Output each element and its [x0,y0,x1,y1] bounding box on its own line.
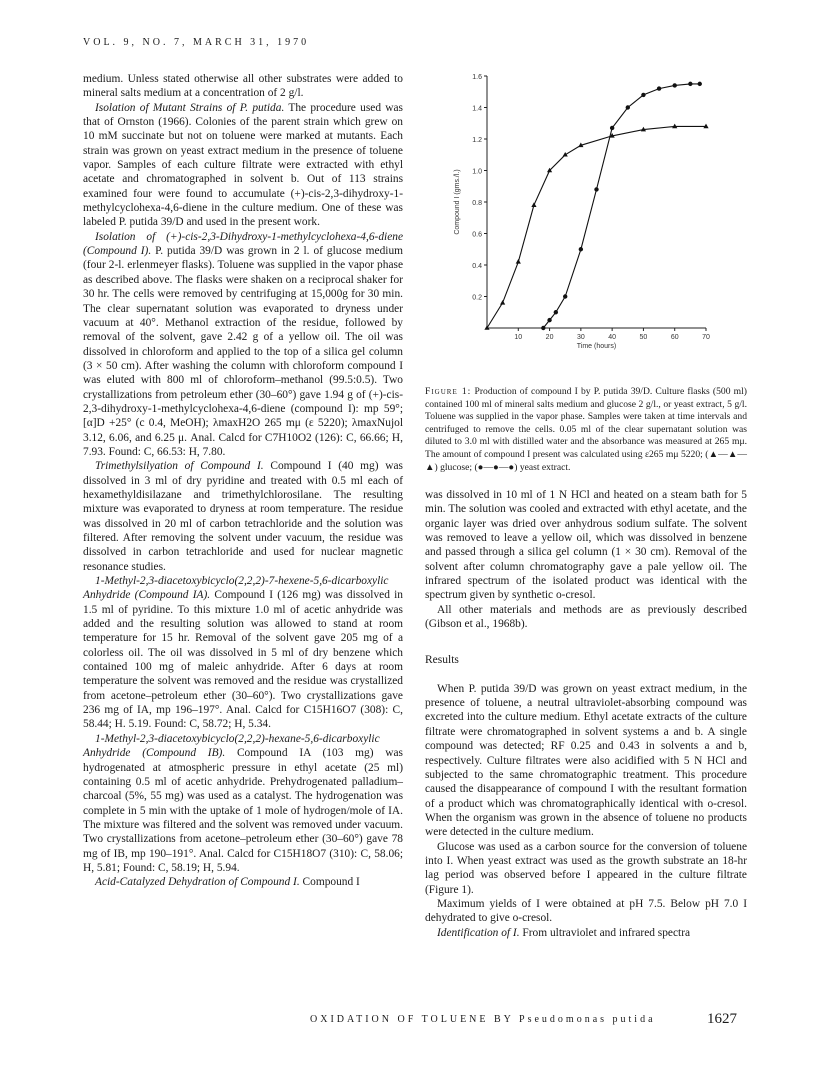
paragraph-text: From ultraviolet and infrared spectra [519,926,691,939]
x-axis-label: Time (hours) [576,343,617,350]
paragraph [425,897,747,926]
data-point-glucose [516,259,521,264]
paragraph-lead: 1-Methyl-2,3-diacetoxybicyclo(2,2,2)-7-hexene-5,6-dicarboxylic Anhydride (Compound IA). [83,575,389,602]
data-point-yeast-extract [626,105,630,109]
y-tick-label: 1.4 [472,105,482,113]
figure-1-chart [425,70,747,380]
data-point-yeast-extract [579,247,583,251]
paragraph-lead: Acid-Catalyzed Dehydration of Compound I. [95,876,300,889]
data-point-yeast-extract [673,83,677,87]
left-column [83,72,403,890]
paragraph [83,574,403,732]
paragraph [425,926,747,940]
x-tick-label: 20 [545,334,554,341]
paragraph [83,72,403,101]
paragraph-text: P. putida 39/D was grown in 2 l. of glucose medium (four 2-l. erlenmeyer flasks). Toluene was supplied in the vapor phase as described above. The flasks were shaken on a reciprocal shaker for 30 hr. The cells were removed by centrifuging at 15,000g for 30 min. The clear supernatant solution was evaporated to dryness under vacuum at 40°. Methanol extraction of the residue, followed by removal of the solvent, gave 2.42 g of a yellow oil. The oil was dissolved in chloroform and applied to the top of a silica gel column (3 × 50 cm). After washing the column with chloroform compound I was eluted with 800 ml of chloroform–methanol (99.5:0.5). Two crystallizations from petroleum ether (30–60°) gave 1.94 g of (+)-cis-2,3-dihydroxy-1-methylcyclohexa-4,6-diene (compound I): mp 59°; [α]D +25° (c 0.4, MeOH); λmaxH2O 265 mμ (ε 5220); λmaxNujol 3.12, 6.06, and 6.25 μ. Anal. Calcd for C7H10O2 (126): C, 66.66; H, 7.93. Found: C, 66.53: H, 7.80. [83,245,404,458]
data-point-yeast-extract [657,86,661,90]
y-tick-label: 0.8 [472,200,482,207]
paragraph [425,682,747,840]
data-point-glucose [500,300,505,305]
series-line-glucose [487,126,706,328]
x-tick-label: 70 [702,334,710,341]
series-line-yeast-extract [543,84,699,328]
data-point-yeast-extract [554,310,558,314]
x-tick-label: 60 [670,334,679,341]
running-header: VOL. 9, NO. 7, MARCH 31, 1970 [83,37,310,48]
paragraph [425,840,747,897]
x-tick-label: 40 [608,334,617,341]
y-axis-label: Compound I (gms./l.) [454,169,461,235]
paragraph-lead: Trimethylsilyation of Compound I. [95,460,264,473]
paragraph-lead: 1-Methyl-2,3-diacetoxybicyclo(2,2,2)-hexane-5,6-dicarboxylic Anhydride (Compound IB). [83,732,380,760]
paragraph-text: Maximum yields of I were obtained at pH 7.5. Below pH 7.0 I dehydrated to give o-cresol. [425,897,747,925]
paragraph-text: medium. Unless stated otherwise all other substrates were added to mineral salts medium at a concentration of 2 g/l. [83,73,403,100]
paragraph [83,875,403,889]
data-point-yeast-extract [547,318,551,322]
data-point-yeast-extract [541,326,545,330]
paragraph-text: Compound I [299,876,360,889]
y-tick-label: 0.2 [472,294,482,302]
caption-label: Figure 1: [425,386,472,397]
x-tick-label: 30 [576,334,585,341]
paragraph [425,603,747,632]
paragraph-lead: Isolation of (+)-cis-2,3-Dihydroxy-1-methylcyclohexa-4,6-diene (Compound I). [83,230,403,258]
y-tick-label: 1.6 [472,74,482,81]
data-point-yeast-extract [594,187,598,191]
paragraph [425,488,747,603]
data-point-yeast-extract [698,82,702,86]
running-footer: OXIDATION OF TOLUENE BY Pseudomonas putida [310,1014,656,1025]
data-point-yeast-extract [563,294,567,298]
paragraph-text: The procedure used was that of Ornston (1966). Colonies of the parent strain which grew on 10 mM succinate but not on toluene were marked at mutants. Each strain was grown on yeast extract medium in the presence of toluene vapor. Samples of each culture filtrate were extracted with ethyl acetate and chromatographed in solvent b. Out of 113 strains examined four were found to accumulate (+)-cis-2,3-dihydroxy-1-methylcyclohexa-4,6-diene in the culture medium. One of these was labeled P. putida 39/D and used in the present work. [83,101,403,229]
paragraph [83,459,403,574]
x-tick-label: 50 [639,334,648,341]
data-point-yeast-extract [688,82,692,86]
y-tick-label: 1.2 [472,137,482,144]
paragraph [83,101,403,230]
y-tick-label: 0.4 [472,263,482,270]
page-number: 1627 [707,1011,737,1027]
paragraph [83,230,403,460]
paragraph [83,732,403,875]
y-tick-label: 0.6 [472,231,482,239]
paragraph-text: Glucose was used as a carbon source for the conversion of toluene into I. When yeast extract was used as the growth substrate an 18-hr lag period was observed before I appeared in the culture filtrate (Figure 1). [425,840,747,896]
data-point-yeast-extract [641,93,645,97]
paragraph-text: was dissolved in 10 ml of 1 N HCl and heated on a steam bath for 5 min. The solution was cooled and extracted with ethyl acetate, and the organic layer was dried over anhydrous sodium sulfate. The solvent was removed to leave a yellow oil, which was dissolved in benzene and passed through a silica gel column (1 × 30 cm). Removal of the solvent after column chromatography gave a pale yellow oil. The infrared spectrum of the isolated product was identical with the spectrum given by synthetic o-cresol. [425,489,747,602]
data-point-glucose [531,202,536,207]
chart-svg [425,70,747,380]
paragraph-text: Compound I (40 mg) was dissolved in 3 ml of dry pyridine and treated with 0.5 ml each of hexamethyldisilazane and trimethylchlorosilane. The resulting mixture was evaporated to dryness at room temperature. The residue was dissolved in 20 ml of carbon tetrachloride and the solution was filtered. After removing the solvent under vacuum, the residue was dissolved in carbon tetrachloride and used for nuclear magnetic resonance studies. [83,460,403,573]
caption-text: Production of compound I by P. putida 39/D. Culture flasks (500 ml) contained 100 ml of mineral salts medium and glucose 2 g/l., or yeast extract, 5 g/l. Toluene was supplied in the vapor phase. Samples were taken at time intervals and centrifuged to remove the cells. 0.05 ml of the clear supernatant solution was diluted to 3.0 ml with distilled water and the absorbance was measured at 265 mμ. The amount of compound I present was calculated using ε265 mμ 5220; (▲—▲—▲) glucose; (●—●—●) yeast extract. [425,386,747,473]
paragraph-text: Compound I (126 mg) was dissolved in 1.5 ml of pyridine. To this mixture 1.0 ml of acetic anhydride was added and the resulting solution was allowed to stand at room temperature for 15 hr. Removal of the solvent gave 205 mg of a colorless oil. The oil was dissolved in 5 ml of dry benzene which contained 100 mg of maleic anhydride. After 6 days at room temperature the solvent was removed and the residue was crystallized from acetone–petroleum ether (30–60°). Two crystallizations gave 236 mg of IA, mp 196–197°. Anal. Calcd for C15H16O7 (308): C, 58.44; H. 5.19. Found: C, 58.72; H, 5.34. [83,589,403,731]
paragraph-text: Compound IA (103 mg) was hydrogenated at atmospheric pressure in ethyl acetate (25 ml) containing 0.5 ml of acetic anhydride. Prehydrogenated palladium–charcoal (5%, 55 mg) was used as a catalyst. The hydrogenation was complete in 5 min with the uptake of 1 mole of hydrogen/mole of IA. The mixture was filtered and the solvent was removed under vacuum. Two crystallizations from acetone–petroleum ether (30–60°) gave 78 mg of IB, mp 190–191°. Anal. Calcd for C15H18O7 (310): C, 58.06; H, 5.81; Found: C, 58.19; H, 5.94. [83,747,403,874]
paragraph-text: All other materials and methods are as previously described (Gibson et al., 1968b). [425,603,747,631]
figure-caption [425,386,747,474]
y-tick-label: 1.0 [472,168,482,176]
section-heading: Results [425,654,459,667]
right-column [425,488,747,940]
paragraph-lead: Isolation of Mutant Strains of P. putida. [95,101,285,114]
x-tick-label: 10 [514,334,523,341]
data-point-yeast-extract [610,126,614,130]
paragraph-text: When P. putida 39/D was grown on yeast extract medium, in the presence of toluene, a neutral ultraviolet-absorbing compound was excreted into the culture medium. Ethyl acetate extracts of the culture filtrate were chromatographed in solvent systems a and b. A single compound was detected; RF 0.25 and 0.43 in solvents a and b, respectively. Culture filtrates were also acidified with 5 N HCl and subjected to the same chromatographic treatment. This procedure caused the disappearance of compound I with the resultant formation of a product which was chromatographically identical with o-cresol. When the organism was grown in the absence of toluene no products were detected in the culture medium. [425,682,747,839]
paragraph-lead: Identification of I. [437,926,520,939]
